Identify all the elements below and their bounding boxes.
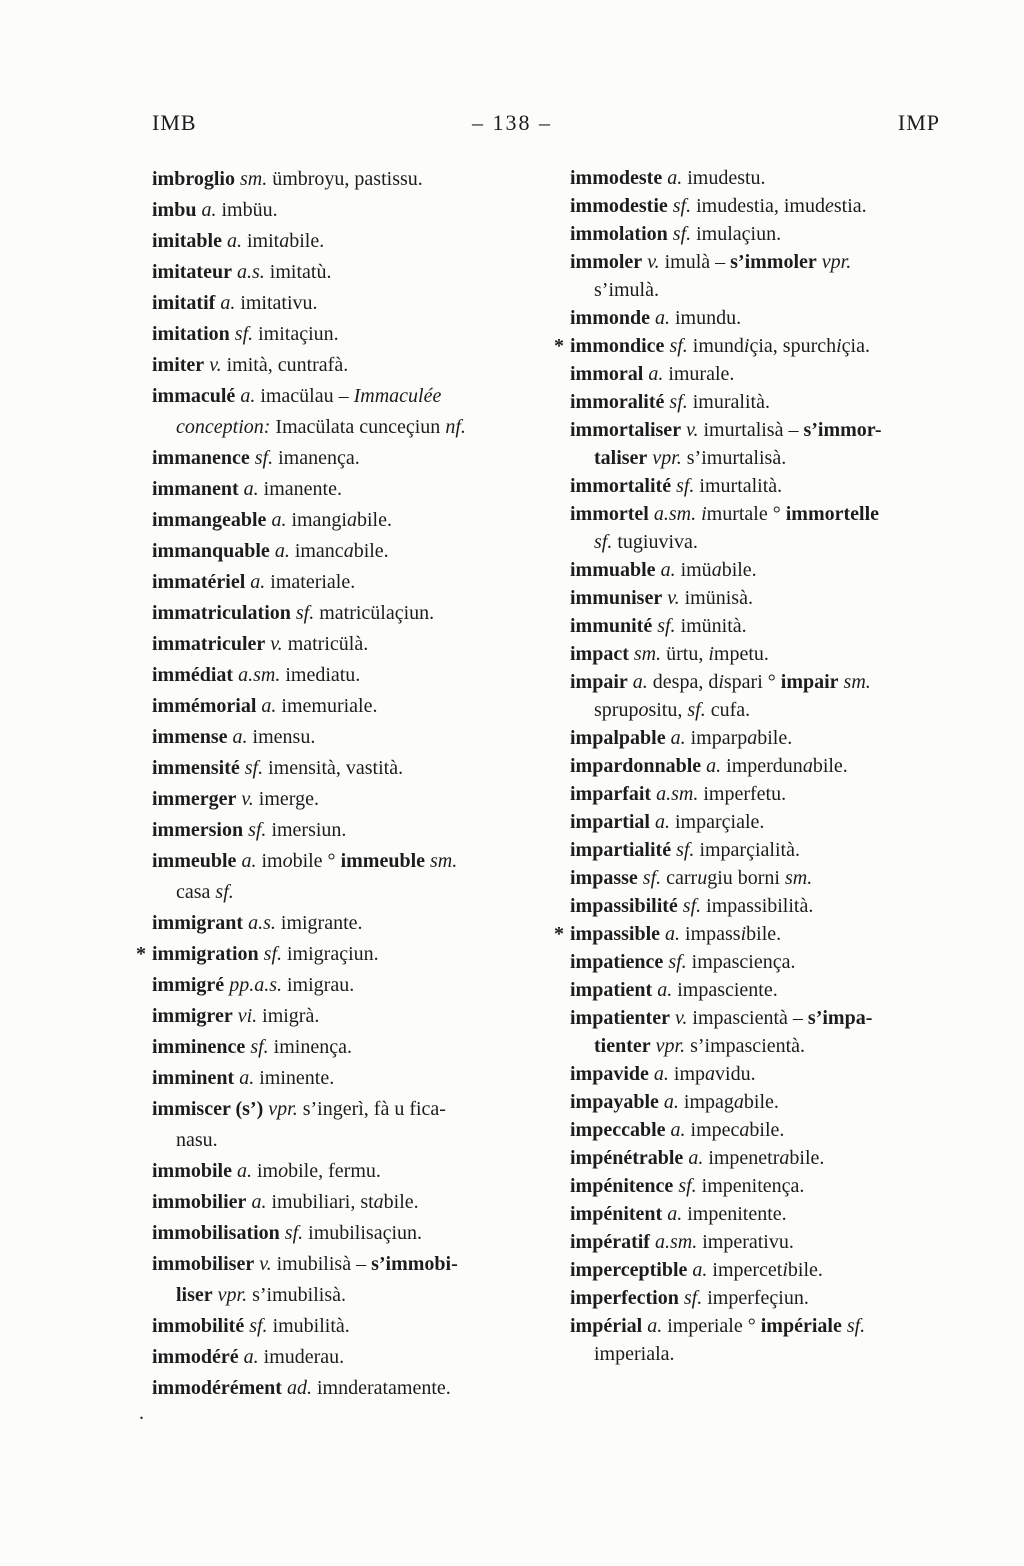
headword: impartialité — [570, 839, 672, 861]
headword: immodeste — [570, 167, 663, 189]
dictionary-entry: immanent a. imanente. — [152, 478, 342, 500]
header-guide-word-right: IMP — [897, 110, 940, 135]
italic-text: a — [739, 1119, 750, 1141]
italic-text: vpr. — [655, 1035, 686, 1057]
dictionary-entry: immatériel a. imateriale. — [152, 571, 356, 593]
dictionary-entry: immoler v. imulà – s’immoler vpr. s’imulà. — [570, 251, 852, 301]
dictionary-entry: immense a. imensu. — [152, 726, 316, 748]
italic-text: a.sm. — [656, 783, 699, 805]
dictionary-entry: immédiat a.sm. imediatu. — [152, 664, 361, 686]
dictionary-entry: immigrer vi. imigrà. — [152, 1005, 320, 1027]
dictionary-entry: immunité sf. imünità. — [570, 615, 747, 637]
italic-text: v. — [667, 587, 680, 609]
dictionary-entry: immatriculer v. matricülà. — [152, 633, 369, 655]
italic-text: a. — [660, 559, 676, 581]
italic-text: a. — [657, 979, 673, 1001]
italic-text: a. — [220, 292, 236, 314]
headword: impardonnable — [570, 755, 702, 777]
stray-ink-dot: . — [139, 1402, 144, 1424]
headword: immanquable — [152, 540, 270, 562]
italic-text: sf. — [249, 1315, 268, 1337]
dictionary-entry: immobile a. imobile, fermu. — [152, 1160, 381, 1182]
headword: immigré — [152, 974, 225, 996]
dictionary-entry: impardonnable a. imperdunabile. — [570, 755, 848, 777]
dictionary-entry: imminence sf. iminença. — [152, 1036, 352, 1058]
dictionary-entry: * immondice sf. imundiçia, spurchiçia. — [570, 332, 950, 360]
italic-text: a — [373, 1191, 384, 1213]
italic-text: a.sm. — [653, 503, 697, 525]
dictionary-entry: impeccable a. impecabile. — [570, 1119, 785, 1141]
dictionary-entry: immeuble a. imobile ° immeuble sm. casa sf. — [152, 850, 458, 903]
dictionary-entry: immiscer (s’) vpr. s’ingerì, fà u fica- nasu. — [152, 1098, 446, 1151]
headword: imminence — [152, 1036, 246, 1058]
italic-text: a — [802, 755, 813, 777]
italic-text: a. — [648, 363, 664, 385]
dictionary-entry: impatience sf. impasciença. — [570, 951, 796, 973]
headword: imperceptible — [570, 1259, 688, 1281]
headword: immuniser — [570, 587, 663, 609]
headword: imbu — [152, 199, 197, 221]
italic-text: a. — [227, 230, 242, 252]
headword: impérial — [570, 1315, 643, 1337]
dictionary-entry: imbu a. imbüu. — [152, 199, 278, 221]
italic-text: e — [825, 195, 834, 217]
dictionary-entry: imiter v. imità, cuntrafà. — [152, 354, 349, 376]
headword: immerger — [152, 788, 237, 810]
headword: immobiliser — [152, 1253, 255, 1275]
headword: immigrant — [152, 912, 244, 934]
dictionary-column-right — [554, 164, 950, 1368]
headword: immolation — [570, 223, 668, 245]
headword: imitateur — [152, 261, 232, 283]
headword: imparfait — [570, 783, 652, 805]
italic-text: a — [733, 1091, 744, 1113]
italic-text: a. — [692, 1259, 708, 1281]
italic-text: a. — [274, 540, 290, 562]
italic-text: a. — [243, 478, 259, 500]
headword: immuable — [570, 559, 656, 581]
dictionary-entry: impair a. despa, dispari ° impair sm. sprupositu, sf. cufa. — [570, 671, 871, 721]
italic-text: pp.a.s. — [229, 974, 282, 996]
italic-text: a.sm. — [238, 664, 281, 686]
dictionary-entry: impartialité sf. imparçialità. — [570, 839, 800, 861]
headword: taliser — [594, 447, 648, 469]
headword: impeccable — [570, 1119, 666, 1141]
headword: impassible — [570, 923, 661, 945]
headword: immatriculer — [152, 633, 266, 655]
italic-text: vpr. — [217, 1284, 248, 1306]
headword: immortaliser — [570, 419, 682, 441]
headword: immoler — [570, 251, 643, 273]
homonym-asterisk: * — [554, 923, 564, 945]
headword: immigration — [152, 943, 259, 965]
headword: immodérément — [152, 1377, 282, 1399]
dictionary-entry: impavide a. impavidu. — [570, 1063, 756, 1085]
dictionary-entry: impasse sf. carrugiu borni sm. — [570, 867, 813, 889]
dictionary-entry: immoralité sf. imuralità. — [570, 391, 770, 413]
dictionary-entry: impénitence sf. impenitença. — [570, 1175, 805, 1197]
dictionary-entry: immanquable a. imancabile. — [152, 540, 389, 562]
headword: immunité — [570, 615, 653, 637]
dictionary-entry: imitateur a.s. imitatù. — [152, 261, 332, 283]
italic-text: sf. — [250, 1036, 269, 1058]
dictionary-column-left — [136, 164, 537, 1404]
italic-text: sf. — [683, 1287, 703, 1309]
italic-text: o — [638, 699, 649, 721]
headword: impératif — [570, 1231, 650, 1253]
dictionary-entry: immigré pp.a.s. imigrau. — [152, 974, 355, 996]
headword: immoralité — [570, 391, 665, 413]
dictionary-entry: immortel a.sm. imurtale ° immortelle sf. tugiuviva. — [570, 503, 880, 553]
dictionary-entry: imminent a. iminente. — [152, 1067, 335, 1089]
headword: immensité — [152, 757, 240, 779]
dictionary-entry: immodestie sf. imudestia, imudestia. — [570, 195, 867, 217]
italic-text: sf. — [594, 531, 613, 553]
italic-text: conception: — [176, 416, 271, 438]
italic-text: sm. — [430, 850, 458, 872]
italic-text: i — [708, 643, 714, 665]
italic-text: o — [278, 1160, 289, 1182]
headword: immanent — [152, 478, 239, 500]
headword: impair — [570, 671, 628, 693]
headword: s’immoler — [730, 251, 817, 273]
italic-text: sf. — [248, 819, 267, 841]
dictionary-entry: immanence sf. imanença. — [152, 447, 360, 469]
headword: immense — [152, 726, 228, 748]
dictionary-entry: immoral a. imurale. — [570, 363, 735, 385]
italic-text: a. — [667, 1203, 683, 1225]
headword: immoral — [570, 363, 644, 385]
homonym-asterisk: * — [554, 335, 564, 357]
dictionary-entry: immobilisation sf. imubilisaçiun. — [152, 1222, 423, 1244]
dictionary-entry: immodeste a. imudestu. — [570, 167, 766, 189]
italic-text: a. — [655, 811, 670, 833]
headword: immiscer (s’) — [152, 1098, 264, 1120]
italic-text: sf. — [672, 223, 692, 245]
italic-text: a. — [232, 726, 248, 748]
headword: impartial — [570, 811, 650, 833]
italic-text: i — [740, 923, 747, 945]
dictionary-entry: imbroglio sm. ümbroyu, pastissu. — [152, 168, 423, 190]
headword: impatience — [570, 951, 664, 973]
headword: immortalité — [570, 475, 672, 497]
dictionary-entry: immobiliser v. imubilisà – s’immobi- liser vpr. s’imubilisà. — [152, 1253, 458, 1306]
italic-text: a. — [632, 671, 648, 693]
italic-text: a. — [663, 1091, 679, 1113]
dictionary-entry: impassibilité sf. impassibilità. — [570, 895, 814, 917]
dictionary-entry: imparfait a.sm. imperfetu. — [570, 783, 787, 805]
italic-text: a. — [239, 1067, 255, 1089]
italic-text: a — [279, 230, 290, 252]
headword: immatriculation — [152, 602, 291, 624]
homonym-asterisk: * — [136, 943, 146, 965]
italic-text: i — [782, 1259, 788, 1281]
italic-text: a. — [655, 307, 670, 329]
italic-text: sf. — [676, 475, 695, 497]
headword: imitable — [152, 230, 222, 252]
headword: immonde — [570, 307, 650, 329]
dictionary-entry: * impassible a. impassibile. — [570, 920, 950, 948]
italic-text: sf. — [254, 447, 274, 469]
headword: immanence — [152, 447, 250, 469]
dictionary-entry: immuniser v. imünisà. — [570, 587, 753, 609]
dictionary-entry: imitatif a. imitativu. — [152, 292, 318, 314]
italic-text: v. — [674, 1007, 688, 1029]
italic-text: sf. — [682, 895, 702, 917]
italic-text: a. — [250, 571, 266, 593]
headword: imperfection — [570, 1287, 679, 1309]
headword: impasse — [570, 867, 638, 889]
dictionary-entry: immodéré a. imuderau. — [152, 1346, 345, 1368]
italic-text: a. — [665, 923, 681, 945]
italic-text: a. — [653, 1063, 669, 1085]
italic-text: sf. — [672, 195, 692, 217]
headword: immortelle — [785, 503, 880, 525]
italic-text: a. — [251, 1191, 267, 1213]
italic-text: a — [343, 540, 354, 562]
headword: immobilier — [152, 1191, 247, 1213]
dictionary-entry: immuable a. imüabile. — [570, 559, 757, 581]
italic-text: o — [282, 850, 293, 872]
italic-text: a. — [647, 1315, 663, 1337]
headword: immobilité — [152, 1315, 245, 1337]
dictionary-entry: * immigration sf. imigraçiun. — [152, 939, 537, 970]
italic-text: a. — [237, 1160, 252, 1182]
italic-text: a. — [243, 1346, 259, 1368]
italic-text: a.sm. — [654, 1231, 698, 1253]
headword: immeuble — [152, 850, 237, 872]
italic-text: a — [705, 1063, 716, 1085]
italic-text: sf. — [234, 323, 254, 345]
italic-text: sf. — [263, 943, 282, 965]
italic-text: Immaculée — [353, 385, 442, 407]
italic-text: i — [701, 503, 707, 525]
dictionary-entry: imperfection sf. imperfeçiun. — [570, 1287, 809, 1309]
headword: s’immobi- — [371, 1253, 458, 1275]
headword: impavide — [570, 1063, 649, 1085]
italic-text: a. — [240, 385, 256, 407]
italic-text: a — [747, 727, 758, 749]
italic-text: vpr. — [268, 1098, 298, 1120]
italic-text: a. — [688, 1147, 704, 1169]
italic-text: a. — [670, 727, 686, 749]
headword: immatériel — [152, 571, 246, 593]
italic-text: sf. — [657, 615, 676, 637]
italic-text: sf. — [678, 1175, 697, 1197]
dictionary-entry: immigrant a.s. imigrante. — [152, 912, 363, 934]
italic-text: i — [718, 671, 724, 693]
headword: liser — [176, 1284, 213, 1306]
headword: imbroglio — [152, 168, 235, 190]
italic-text: a. — [667, 167, 683, 189]
italic-text: v. — [686, 419, 699, 441]
dictionary-entry: imitable a. imitabile. — [152, 230, 325, 252]
italic-text: i — [743, 335, 750, 357]
dictionary-entry: immaculé a. imacülau – Immaculée conception: Imacülata cunceçiun nf. — [152, 385, 466, 438]
headword: immobile — [152, 1160, 232, 1182]
dictionary-entry: immobilité sf. imubilità. — [152, 1315, 350, 1337]
headword: imminent — [152, 1067, 235, 1089]
italic-text: vpr. — [821, 251, 852, 273]
dictionary-entry: impatienter v. impascientà – s’impa- tienter vpr. s’impascientà. — [570, 1007, 873, 1057]
dictionary-entry: immangeable a. imangiabile. — [152, 509, 392, 531]
dictionary-entry: impact sm. ürtu, impetu. — [570, 643, 769, 665]
italic-text: sm. — [239, 168, 268, 190]
dictionary-entry: immensité sf. imensità, vastità. — [152, 757, 404, 779]
headword: impatienter — [570, 1007, 670, 1029]
dictionary-entry: immodérément ad. imnderatamente. — [152, 1377, 451, 1399]
headword: immeuble — [340, 850, 425, 872]
headword: impénitent — [570, 1203, 663, 1225]
italic-text: vi. — [237, 1005, 258, 1027]
headword: imitation — [152, 323, 230, 345]
italic-text: a. — [670, 1119, 686, 1141]
italic-text: sm. — [633, 643, 662, 665]
headword: s’immor- — [803, 419, 882, 441]
headword: immémorial — [152, 695, 257, 717]
italic-text: a. — [241, 850, 257, 872]
italic-text: vpr. — [652, 447, 682, 469]
headword: immobilisation — [152, 1222, 280, 1244]
italic-text: v. — [241, 788, 254, 810]
italic-text: sf. — [846, 1315, 866, 1337]
dictionary-entry: impalpable a. imparpabile. — [570, 727, 793, 749]
dictionary-entry: immersion sf. imersiun. — [152, 819, 347, 841]
italic-text: a. — [201, 199, 217, 221]
italic-text: sf. — [687, 699, 706, 721]
dictionary-entry: imitation sf. imitaçiun. — [152, 323, 339, 345]
italic-text: a.s. — [248, 912, 276, 934]
italic-text: sf. — [668, 951, 687, 973]
italic-text: sf. — [244, 757, 264, 779]
italic-text: v. — [259, 1253, 272, 1275]
italic-text: u — [697, 867, 708, 889]
dictionary-entry: impayable a. impagabile. — [570, 1091, 779, 1113]
headword: immaculé — [152, 385, 236, 407]
headword: impatient — [570, 979, 653, 1001]
italic-text: ad. — [286, 1377, 312, 1399]
headword: tienter — [594, 1035, 651, 1057]
headword: impassibilité — [570, 895, 678, 917]
italic-text: nf. — [445, 416, 466, 438]
dictionary-entry: immerger v. imerge. — [152, 788, 319, 810]
italic-text: v. — [270, 633, 283, 655]
headword: immodéré — [152, 1346, 239, 1368]
italic-text: v. — [209, 354, 222, 376]
italic-text: sm. — [785, 867, 813, 889]
headword: imiter — [152, 354, 205, 376]
dictionary-entry: immortalité sf. imurtalità. — [570, 475, 783, 497]
headword: imitatif — [152, 292, 216, 314]
italic-text: a.s. — [236, 261, 265, 283]
headword: immangeable — [152, 509, 267, 531]
headword: impériale — [760, 1315, 842, 1337]
italic-text: sm. — [843, 671, 871, 693]
headword: impénétrable — [570, 1147, 684, 1169]
dictionary-entry: impénétrable a. impenetrabile. — [570, 1147, 825, 1169]
page-number: – 138 – — [472, 110, 552, 135]
dictionary-entry: imperceptible a. impercetibile. — [570, 1259, 823, 1281]
dictionary-entry: immonde a. imundu. — [570, 307, 742, 329]
dictionary-entry: immémorial a. imemuriale. — [152, 695, 378, 717]
italic-text: sf. — [669, 391, 688, 413]
italic-text: a. — [271, 509, 287, 531]
headword: impayable — [570, 1091, 659, 1113]
dictionary-entry: immatriculation sf. matricülaçiun. — [152, 602, 435, 624]
headword: immersion — [152, 819, 244, 841]
headword: impact — [570, 643, 629, 665]
dictionary-entry: impérial a. imperiale ° impériale sf. imperiala. — [570, 1315, 866, 1365]
headword: impair — [780, 671, 839, 693]
headword: impénitence — [570, 1175, 674, 1197]
italic-text: sf. — [284, 1222, 304, 1244]
italic-text: a. — [261, 695, 277, 717]
italic-text: sf. — [642, 867, 662, 889]
headword: immigrer — [152, 1005, 233, 1027]
italic-text: a — [346, 509, 357, 531]
headword: immodestie — [570, 195, 668, 217]
header-guide-word-left: IMB — [152, 110, 197, 135]
italic-text: sf. — [215, 881, 234, 903]
dictionary-entry: immobilier a. imubiliari, stabile. — [152, 1191, 419, 1213]
italic-text: a. — [706, 755, 722, 777]
italic-text: a — [711, 559, 722, 581]
headword: immédiat — [152, 664, 234, 686]
headword: impalpable — [570, 727, 666, 749]
dictionary-entry: immortaliser v. imurtalisà – s’immor- taliser vpr. s’imurtalisà. — [570, 419, 882, 469]
italic-text: sf. — [676, 839, 695, 861]
headword: s’impa- — [807, 1007, 873, 1029]
headword: immondice — [570, 335, 665, 357]
dictionary-entry: impénitent a. impenitente. — [570, 1203, 787, 1225]
dictionary-entry: impartial a. imparçiale. — [570, 811, 765, 833]
dictionary-entry: impatient a. impasciente. — [570, 979, 778, 1001]
headword: immortel — [570, 503, 649, 525]
italic-text: i — [836, 335, 842, 357]
dictionary-entry: impératif a.sm. imperativu. — [570, 1231, 794, 1253]
dictionary-entry: immolation sf. imulaçiun. — [570, 223, 782, 245]
italic-text: sf. — [295, 602, 315, 624]
italic-text: a — [779, 1147, 790, 1169]
italic-text: v. — [647, 251, 660, 273]
italic-text: sf. — [669, 335, 688, 357]
